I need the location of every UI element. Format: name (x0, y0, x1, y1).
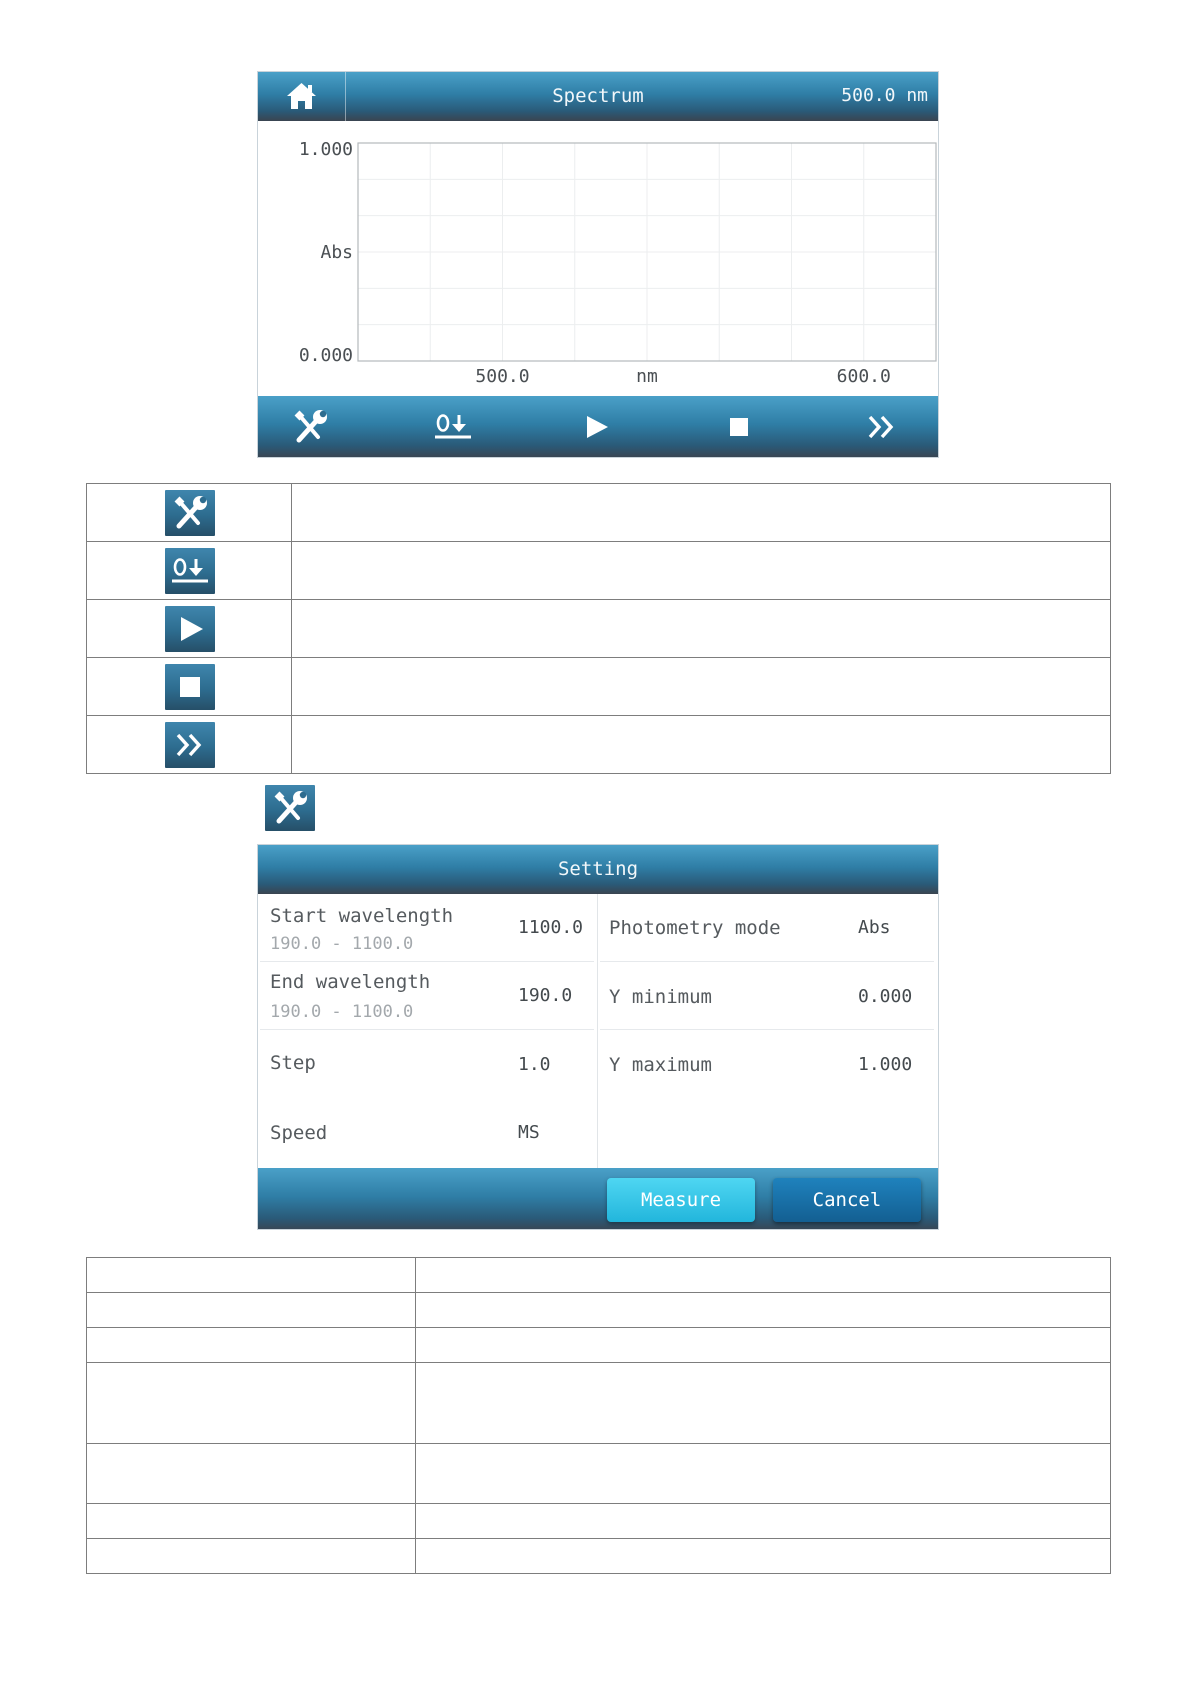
parameter-description-table (86, 1257, 1111, 1574)
stop-toolbar-button[interactable] (714, 404, 764, 450)
table-row (87, 484, 1111, 542)
parameter-description-cell (416, 1444, 1111, 1504)
next-toolbar-button[interactable] (857, 404, 907, 450)
description-cell (292, 600, 1111, 658)
wrench-screwdriver-icon (165, 490, 215, 536)
spectrum-toolbar (258, 396, 938, 458)
settings-toolbar-button[interactable] (285, 404, 335, 450)
parameter-description-cell (416, 1539, 1111, 1574)
double-chevron-right-icon (857, 404, 907, 450)
description-cell (292, 658, 1111, 716)
table-row (87, 1504, 1111, 1539)
parameter-name-cell (87, 1258, 416, 1293)
zero-icon-button (165, 548, 215, 594)
x-tick-label: 500.0 (475, 366, 530, 387)
parameter-description-cell (416, 1293, 1111, 1328)
next-icon-button (165, 722, 215, 768)
end-wavelength-label: End wavelength (270, 971, 431, 993)
parameter-description-cell (416, 1504, 1111, 1539)
zero-baseline-icon (428, 404, 478, 450)
icon-cell (87, 716, 292, 774)
page-title: Spectrum (552, 85, 644, 107)
spectrum-screen (257, 71, 939, 458)
parameter-name-cell (87, 1328, 416, 1363)
description-cell (292, 716, 1111, 774)
stop-icon-button (165, 664, 215, 710)
double-chevron-right-icon (165, 722, 215, 768)
parameter-name-cell (87, 1293, 416, 1328)
x-axis-label: nm (636, 366, 658, 387)
parameter-name-cell (87, 1539, 416, 1574)
parameter-description-cell (416, 1258, 1111, 1293)
y-minimum-label: Y minimum (609, 986, 712, 1008)
start-wavelength-value: 1100.0 (518, 917, 584, 938)
wrench-screwdriver-icon (285, 404, 335, 450)
table-row (87, 1539, 1111, 1574)
row-divider (260, 961, 594, 962)
parameter-name-cell (87, 1444, 416, 1504)
zero-baseline-toolbar-button[interactable] (428, 404, 478, 450)
column-divider (597, 894, 598, 1168)
speed-value: MS (518, 1122, 540, 1143)
table-row (87, 1444, 1111, 1504)
icon-cell (87, 484, 292, 542)
play-icon (571, 404, 621, 450)
photometry-mode-value: Abs (858, 917, 891, 938)
description-cell (292, 484, 1111, 542)
y-tick-label: 1.000 (298, 139, 353, 160)
start-wavelength-range: 190.0 - 1100.0 (270, 934, 414, 954)
play-icon-button (165, 606, 215, 652)
play-icon (165, 606, 215, 652)
table-row (87, 1258, 1111, 1293)
x-tick-label: 600.0 (836, 366, 891, 387)
y-minimum-value: 0.000 (858, 986, 913, 1007)
setting-screen (257, 844, 939, 1230)
stop-icon (165, 664, 215, 710)
icon-cell (87, 542, 292, 600)
icon-description-table (86, 483, 1111, 774)
table-row (87, 1328, 1111, 1363)
cancel-button[interactable]: Cancel (773, 1178, 921, 1222)
stop-icon (714, 404, 764, 450)
y-axis-label: Abs (320, 242, 353, 263)
settings-icon-button (165, 490, 215, 536)
table-row (87, 1363, 1111, 1444)
end-wavelength-range: 190.0 - 1100.0 (270, 1002, 414, 1022)
measure-button[interactable]: Measure (607, 1178, 755, 1222)
zero-baseline-icon (165, 548, 215, 594)
icon-cell (87, 600, 292, 658)
parameter-name-cell (87, 1363, 416, 1444)
wavelength-readout: 500.0 nm (841, 85, 928, 106)
parameter-description-cell (416, 1363, 1111, 1444)
parameter-name-cell (87, 1504, 416, 1539)
table-row (87, 542, 1111, 600)
page-title: Setting (557, 858, 639, 880)
parameter-description-cell (416, 1328, 1111, 1363)
setting-intro-icon-button (265, 785, 315, 831)
setting-header-bar (258, 845, 938, 894)
wrench-screwdriver-icon (265, 785, 315, 831)
description-cell (292, 542, 1111, 600)
play-toolbar-button[interactable] (571, 404, 621, 450)
step-label: Step (270, 1052, 316, 1074)
table-row (87, 658, 1111, 716)
icon-cell (87, 658, 292, 716)
y-maximum-label: Y maximum (609, 1054, 712, 1076)
spectrum-chart (258, 121, 938, 396)
row-divider (600, 1029, 934, 1030)
setting-footer-bar (258, 1168, 938, 1230)
y-tick-label: 0.000 (298, 345, 353, 366)
table-row (87, 600, 1111, 658)
step-value: 1.0 (518, 1054, 551, 1075)
photometry-mode-label: Photometry mode (609, 917, 781, 939)
row-divider (260, 1029, 594, 1030)
spectrum-chart-svg (258, 121, 938, 396)
spectrum-header-bar (258, 72, 938, 121)
start-wavelength-label: Start wavelength (270, 905, 454, 927)
y-maximum-value: 1.000 (858, 1054, 913, 1075)
table-row (87, 716, 1111, 774)
speed-label: Speed (270, 1122, 328, 1144)
end-wavelength-value: 190.0 (518, 985, 573, 1006)
row-divider (600, 961, 934, 962)
table-row (87, 1293, 1111, 1328)
